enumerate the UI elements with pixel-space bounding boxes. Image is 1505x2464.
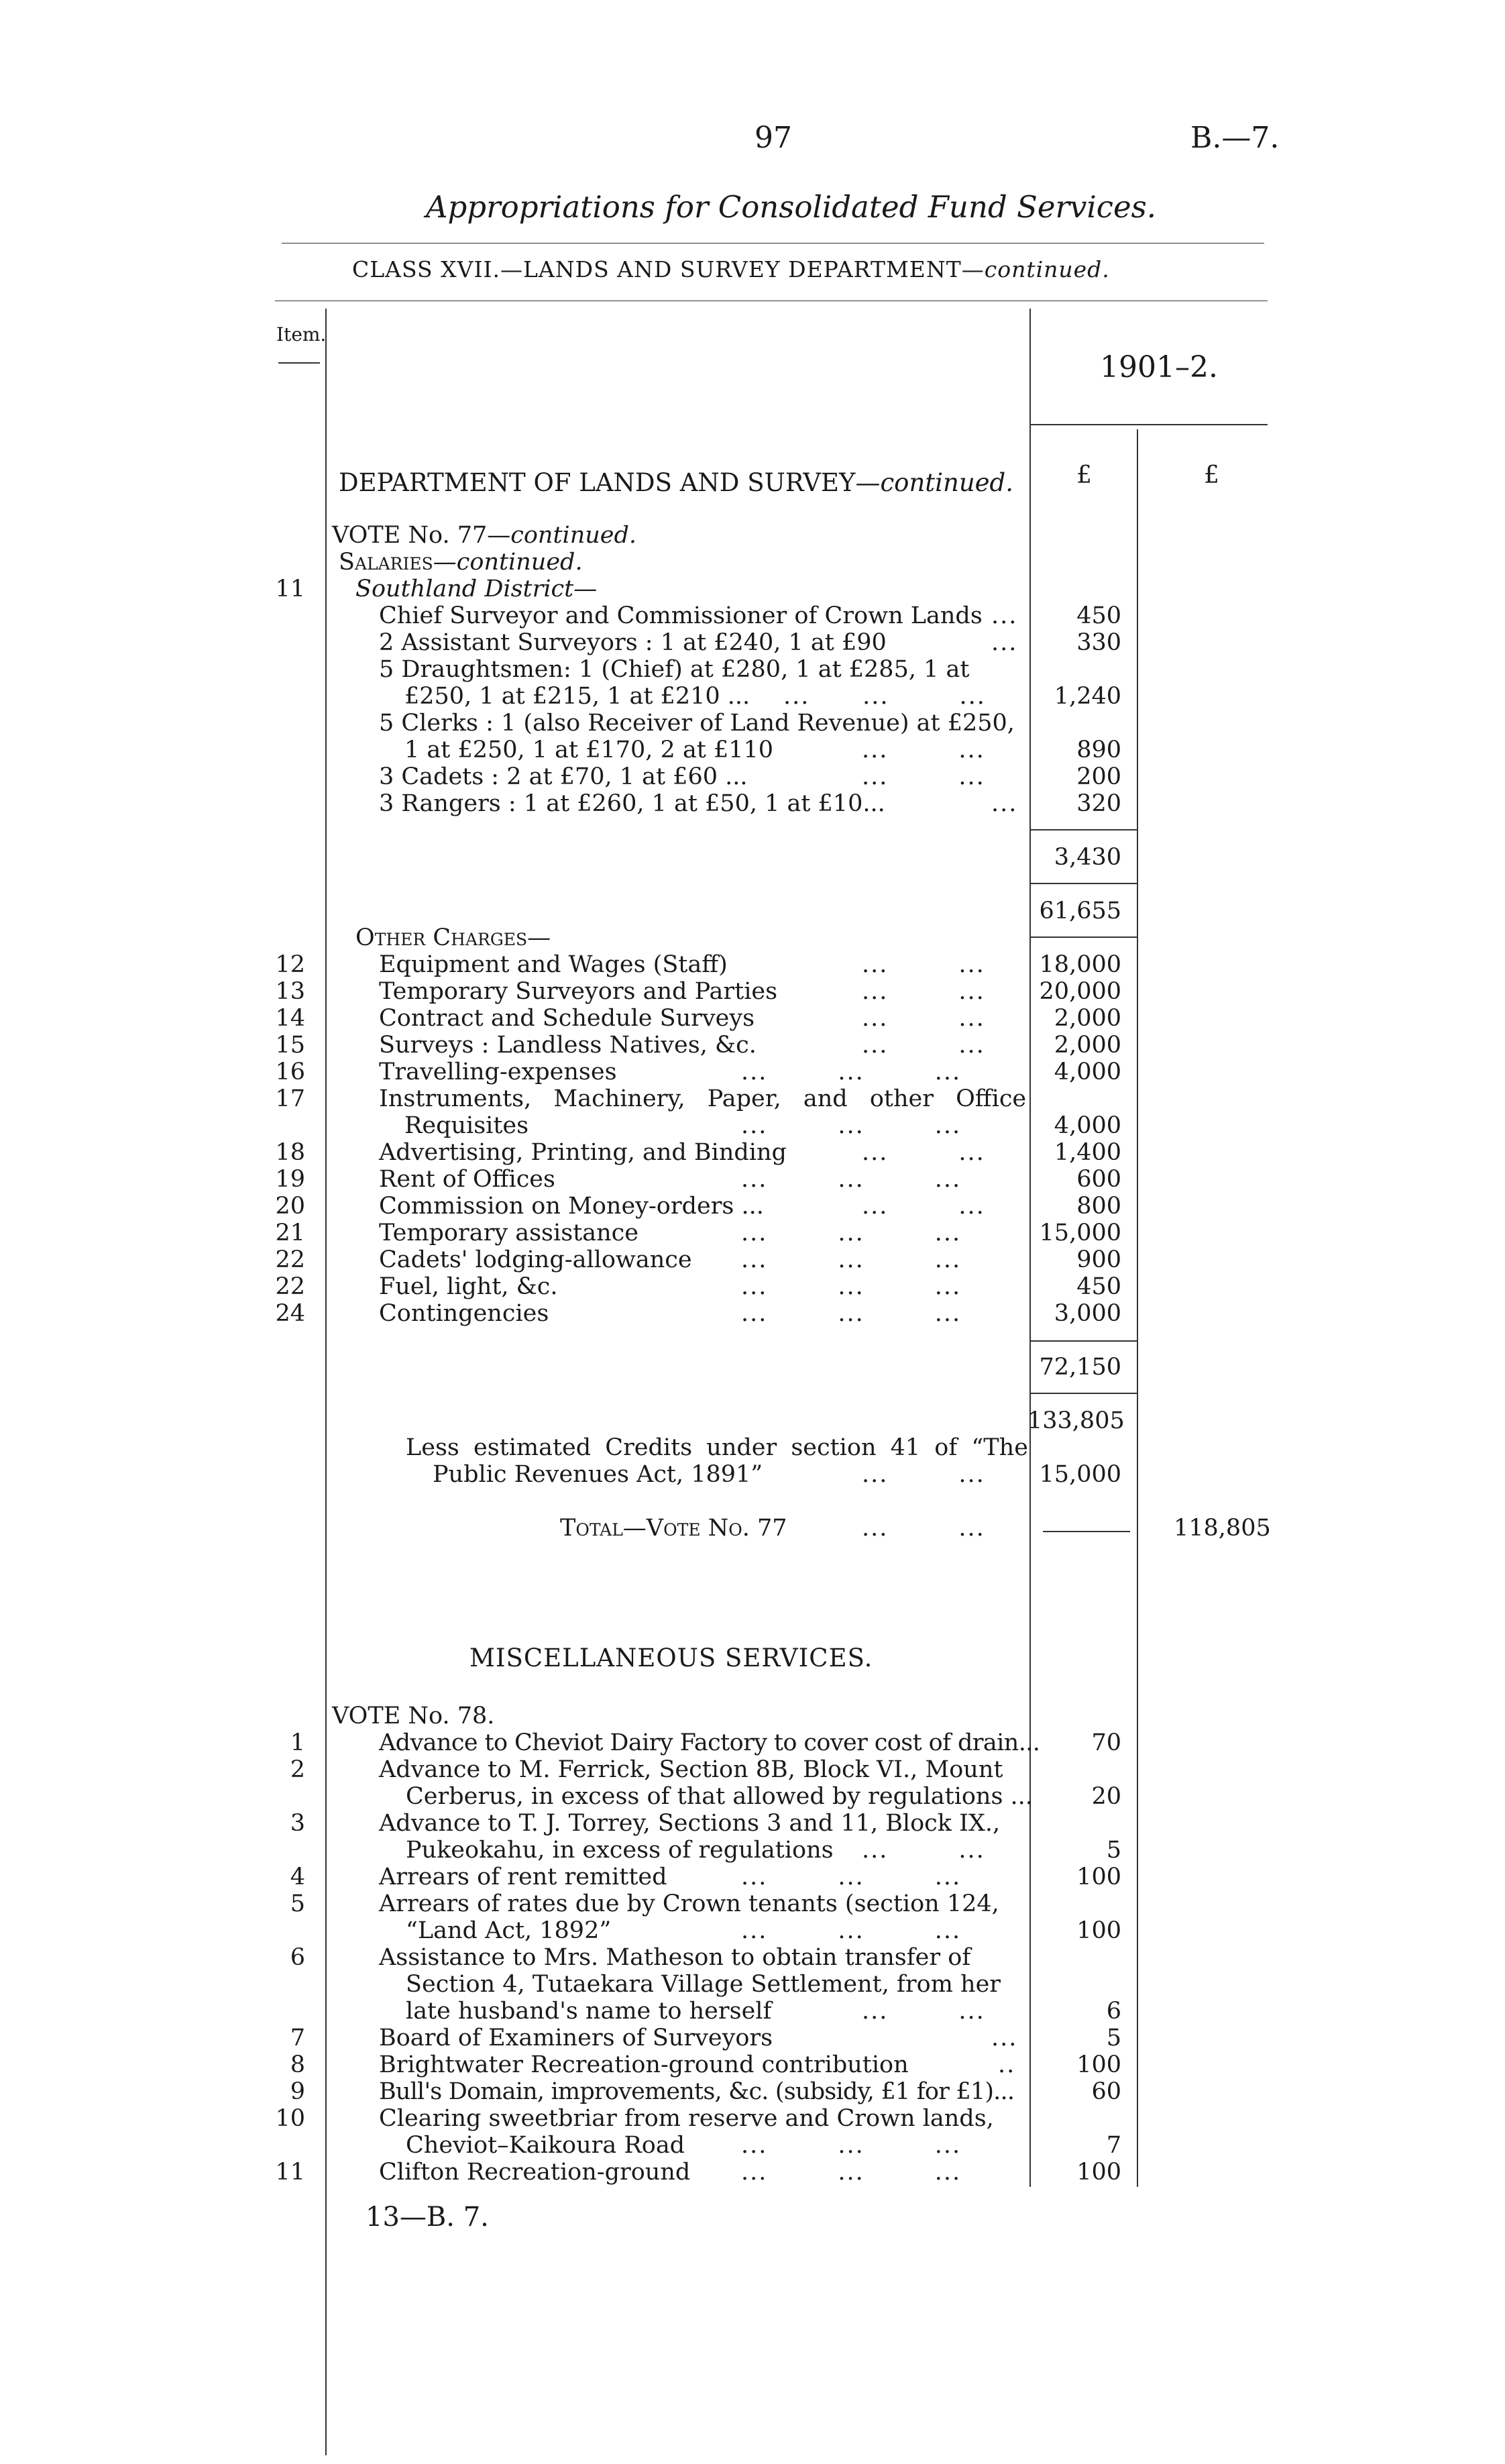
item-column-header: Item.	[276, 323, 327, 345]
misc-line: Arrears of rent remitted	[379, 1864, 667, 1890]
salary-line: Chief Surveyor and Commissioner of Crown Lands	[379, 602, 983, 629]
charge-amount: 20,000	[1039, 978, 1121, 1005]
less-credits-amount: 15,000	[1039, 1461, 1121, 1488]
misc-line: Section 4, Tutaekara Village Settlement, from her	[406, 1971, 1001, 1998]
leader-dots: ... ... ...	[783, 683, 986, 710]
class-heading	[352, 256, 1110, 282]
misc-line: “Land Act, 1892”	[406, 1917, 612, 1944]
charge-item-number: 20	[275, 1193, 305, 1220]
salary-amount: 1,240	[1054, 683, 1121, 710]
misc-item-number: 10	[275, 2105, 305, 2132]
leader-dots: ... ...	[862, 1193, 985, 1220]
misc-item-number: 7	[290, 2025, 305, 2051]
misc-amount: 60	[1091, 2078, 1121, 2105]
salary-amount: 320	[1076, 790, 1121, 817]
charge-line: Cadets' lodging-allowance	[379, 1246, 692, 1273]
leader-dots: ... ... ...	[741, 1112, 962, 1139]
misc-line: Pukeokahu, in excess of regulations	[406, 1837, 834, 1864]
misc-line: Bull's Domain, improvements, &c. (subsidy, £1 for £1)...	[379, 2078, 1015, 2105]
charge-item-number: 21	[275, 1220, 305, 1246]
leader-dots: ... ... ...	[741, 1059, 962, 1085]
charge-line: Instruments, Machinery, Paper, and other Office	[379, 1085, 1027, 1112]
charge-amount: 2,000	[1054, 1005, 1121, 1032]
charge-amount: 4,000	[1054, 1059, 1121, 1085]
charge-item-number: 24	[275, 1300, 305, 1327]
subtotal-rule	[1031, 883, 1137, 884]
leader-dots: ... ...	[862, 978, 985, 1005]
leader-dots: ..	[998, 2051, 1016, 2078]
subtotal-rule	[1031, 1340, 1137, 1342]
charge-line: Equipment and Wages (Staff)	[379, 951, 728, 978]
salaries-subtotal: 3,430	[1054, 844, 1121, 871]
charge-item-number: 13	[275, 978, 305, 1005]
misc-amount: 20	[1091, 1783, 1121, 1810]
salaries-text: Salaries—	[339, 549, 457, 576]
page-number: 97	[755, 121, 792, 155]
leader-dots: ... ... ...	[741, 1220, 962, 1246]
leader-dots: ... ...	[862, 1837, 985, 1864]
charge-item-number: 22	[275, 1246, 305, 1273]
leader-dots: ... ...	[862, 1515, 985, 1542]
total-vote-77-amount: 118,805	[1174, 1515, 1271, 1542]
charge-line: Temporary Surveyors and Parties	[379, 978, 778, 1005]
charge-item-number: 14	[275, 1005, 305, 1032]
vote-78-heading: VOTE No. 78.	[332, 1703, 495, 1729]
misc-line: Cerberus, in excess of that allowed by regulations ...	[406, 1783, 1033, 1810]
document-reference: B.—7.	[1190, 121, 1280, 155]
charge-amount: 800	[1076, 1193, 1121, 1220]
department-heading	[339, 468, 1013, 497]
pound-column-1: £	[1076, 462, 1092, 489]
misc-item-number: 3	[290, 1810, 305, 1837]
misc-amount: 100	[1076, 1864, 1121, 1890]
charge-line: Requisites	[404, 1112, 529, 1139]
charge-amount: 900	[1076, 1246, 1121, 1273]
charge-line: Contingencies	[379, 1300, 549, 1327]
charge-line: Advertising, Printing, and Binding	[379, 1139, 787, 1166]
misc-item-number: 5	[290, 1890, 305, 1917]
misc-line: Brightwater Recreation-ground contribution	[379, 2051, 909, 2078]
charge-line: Travelling-expenses	[379, 1059, 617, 1085]
misc-amount: 100	[1076, 2051, 1121, 2078]
misc-amount: 100	[1076, 1917, 1121, 1944]
salaries-heading	[339, 549, 583, 576]
salary-line: 5 Clerks : 1 (also Receiver of Land Revenue) at £250,	[379, 710, 1015, 737]
subtotal-rule	[1031, 1393, 1137, 1394]
misc-line: Cheviot–Kaikoura Road	[406, 2132, 685, 2159]
charge-item-number: 17	[275, 1085, 305, 1112]
vote-77-continued: continued.	[510, 522, 637, 549]
misc-item-number: 2	[290, 1756, 305, 1783]
misc-amount: 6	[1106, 1998, 1121, 2025]
salaries-total: 61,655	[1039, 898, 1121, 924]
misc-item-number: 1	[290, 1729, 305, 1756]
leader-dots: ... ... ...	[741, 1273, 962, 1300]
charge-item-number: 16	[275, 1059, 305, 1085]
class-heading-text: CLASS XVII.—LANDS AND SURVEY DEPARTMENT—	[352, 256, 985, 282]
department-heading-continued: continued.	[880, 468, 1013, 497]
amount-column-rule-mid	[1137, 429, 1138, 2187]
leader-dots: ... ... ...	[741, 1917, 962, 1944]
misc-amount: 100	[1076, 2159, 1121, 2186]
misc-line: Clearing sweetbriar from reserve and Crown lands,	[379, 2105, 994, 2132]
title-rule	[282, 243, 1264, 244]
misc-item-number: 6	[290, 1944, 305, 1971]
leader-dots: ... ...	[862, 763, 985, 790]
salary-amount: 890	[1076, 737, 1121, 763]
subtotal-rule	[1031, 936, 1137, 938]
leader-dots: ...	[991, 602, 1018, 629]
charge-item-number: 22	[275, 1273, 305, 1300]
charge-amount: 1,400	[1054, 1139, 1121, 1166]
charge-item-number: 12	[275, 951, 305, 978]
leader-dots: ... ... ...	[741, 1166, 962, 1193]
leader-dots: ... ...	[862, 1998, 985, 2025]
misc-line: Advance to M. Ferrick, Section 8B, Block VI., Mount	[379, 1756, 1003, 1783]
salaries-continued: continued.	[456, 549, 583, 576]
charge-item-number: 18	[275, 1139, 305, 1166]
salary-line: 3 Cadets : 2 at £70, 1 at £60 ...	[379, 763, 748, 790]
misc-line: Clifton Recreation-ground	[379, 2159, 691, 2186]
charge-line: Contract and Schedule Surveys	[379, 1005, 755, 1032]
leader-dots: ... ...	[862, 737, 985, 763]
department-heading-text: DEPARTMENT OF LANDS AND SURVEY—	[339, 468, 881, 497]
subtotal-rule	[1031, 829, 1137, 831]
grand-subtotal: 133,805	[1027, 1407, 1125, 1434]
misc-line: Assistance to Mrs. Matheson to obtain transfer of	[379, 1944, 971, 1971]
leader-dots: ... ... ...	[741, 2132, 962, 2159]
misc-item-number: 9	[290, 2078, 305, 2105]
less-credits-line-2: Public Revenues Act, 1891”	[433, 1461, 763, 1488]
item-column-rule	[325, 309, 327, 2455]
vote-77-heading	[332, 522, 636, 549]
leader-dots: ... ... ...	[741, 1246, 962, 1273]
salary-amount: 450	[1076, 602, 1121, 629]
page-title: Appropriations for Consolidated Fund Services.	[426, 189, 1157, 225]
misc-line: late husband's name to herself	[406, 1998, 772, 2025]
leader-dots: ... ...	[862, 951, 985, 978]
charge-amount: 3,000	[1054, 1300, 1121, 1327]
leader-dots: ... ... ...	[741, 1300, 962, 1327]
vote-77-text: VOTE No. 77—	[332, 522, 511, 549]
year-header-rule	[1029, 424, 1268, 425]
salary-line: £250, 1 at £215, 1 at £210 ...	[404, 683, 750, 710]
charge-line: Surveys : Landless Natives, &c.	[379, 1032, 757, 1059]
salary-line: 3 Rangers : 1 at £260, 1 at £50, 1 at £10...	[379, 790, 885, 817]
charge-amount: 450	[1076, 1273, 1121, 1300]
salary-amount: 330	[1076, 629, 1121, 656]
other-charges-total: 72,150	[1039, 1354, 1121, 1381]
class-heading-continued: continued.	[984, 256, 1110, 282]
misc-amount: 5	[1106, 2025, 1121, 2051]
less-credits-line-1: Less estimated Credits under section 41 of “The	[406, 1434, 1028, 1461]
leader-dots: ...	[991, 2025, 1018, 2051]
charge-item-number: 15	[275, 1032, 305, 1059]
misc-item-number: 8	[290, 2051, 305, 2078]
misc-line: Board of Examiners of Surveyors	[379, 2025, 773, 2051]
charge-line: Commission on Money-orders ...	[379, 1193, 764, 1220]
leader-dots: ...	[991, 629, 1018, 656]
leader-dots: ... ... ...	[741, 2159, 962, 2186]
sheet-signature: 13—B. 7.	[366, 2202, 489, 2233]
leader-dots: ... ... ...	[741, 1864, 962, 1890]
salary-line: 1 at £250, 1 at £170, 2 at £110	[404, 737, 774, 763]
misc-amount: 7	[1106, 2132, 1121, 2159]
pound-column-2: £	[1204, 462, 1219, 489]
misc-services-heading: MISCELLANEOUS SERVICES.	[469, 1644, 873, 1672]
charge-amount: 18,000	[1039, 951, 1121, 978]
other-charges-heading: Other Charges—	[355, 924, 551, 951]
charge-line: Temporary assistance	[379, 1220, 638, 1246]
salaries-item-number: 11	[275, 576, 305, 602]
misc-amount: 5	[1106, 1837, 1121, 1864]
charge-line: Fuel, light, &c.	[379, 1273, 558, 1300]
leader-dots: ... ...	[862, 1461, 985, 1488]
misc-line: Arrears of rates due by Crown tenants (section 124,	[379, 1890, 999, 1917]
misc-item-number: 11	[275, 2159, 305, 2186]
total-dash-rule	[1043, 1531, 1130, 1532]
total-vote-77-label: Total—Vote No. 77	[560, 1515, 787, 1542]
charge-line: Rent of Offices	[379, 1166, 555, 1193]
misc-amount: 70	[1091, 1729, 1121, 1756]
salary-amount: 200	[1076, 763, 1121, 790]
leader-dots: ... ...	[862, 1139, 985, 1166]
misc-line: Advance to T. J. Torrey, Sections 3 and 11, Block IX.,	[379, 1810, 1001, 1837]
leader-dots: ... ...	[862, 1005, 985, 1032]
district-heading: Southland District—	[355, 576, 598, 602]
charge-amount: 4,000	[1054, 1112, 1121, 1139]
leader-dots: ... ...	[862, 1032, 985, 1059]
charge-item-number: 19	[275, 1166, 305, 1193]
salary-line: 2 Assistant Surveyors : 1 at £240, 1 at £90	[379, 629, 887, 656]
salary-line: 5 Draughtsmen: 1 (Chief) at £280, 1 at £285, 1 at	[379, 656, 970, 683]
misc-item-number: 4	[290, 1864, 305, 1890]
year-column-header: 1901–2.	[1100, 350, 1218, 384]
item-header-rule	[278, 362, 320, 364]
leader-dots: ...	[991, 790, 1018, 817]
misc-line: Advance to Cheviot Dairy Factory to cover cost of drain...	[379, 1729, 1040, 1756]
charge-amount: 15,000	[1039, 1220, 1121, 1246]
charge-amount: 600	[1076, 1166, 1121, 1193]
charge-amount: 2,000	[1054, 1032, 1121, 1059]
